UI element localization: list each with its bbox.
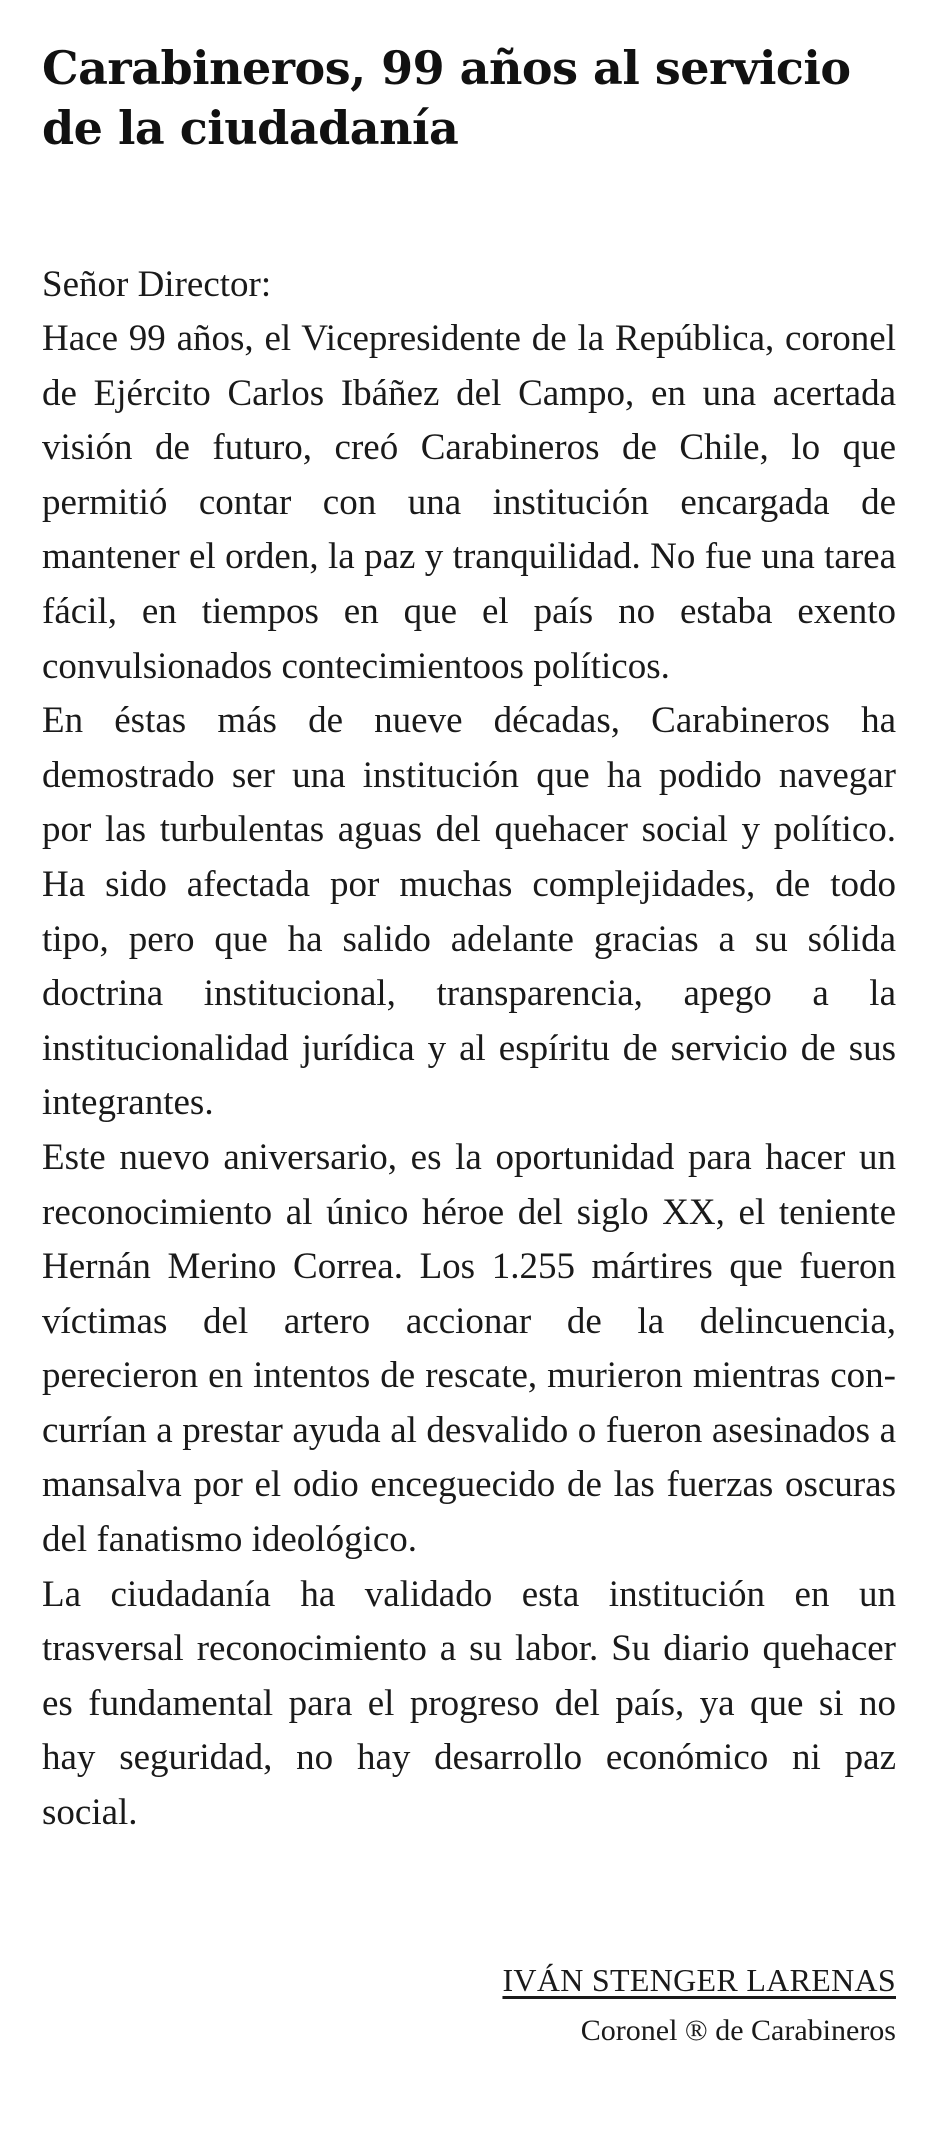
author-role: Coronel ® de Carabineros: [580, 2014, 896, 2047]
salutation: Señor Director:: [42, 264, 272, 305]
paragraph-3: Este nuevo aniversario, es la oportunidad para hacer un reconocimiento al único héroe del siglo XX, el teniente Hernán Merino Correa. Los 1.255 mártires que fueron víctimas del artero accionar de la delincuencia, perecieron en intentos de rescate, murieron mientras concurrían a prestar ayuda al desvalido o fueron asesinados a mansalva por el odio enceguecido de las fuerzas oscuras del fanatismo ideológico.: [42, 1136, 896, 1561]
paragraph-1: Hace 99 años, el Vicepresidente de la República, coronel de Ejército Carlos Ibáñez del Campo, en una acertada visión de futuro, creó Carabineros de Chile, lo que permitió contar con una institución encargada de mantener el orden, la paz y tranquilidad. No fue una tarea fácil, en tiempos en que el país no estaba exento convulsionados contecimientoos políticos.: [42, 318, 896, 687]
author-name: IVÁN STENGER LARENAS: [502, 1962, 896, 1998]
letter-body: [42, 312, 896, 1841]
signature-block: [502, 1955, 896, 2057]
paragraph-2: En éstas más de nueve décadas, Carabineros ha demostrado ser una institución que ha podido navegar por las turbulentas aguas del quehacer social y político. Ha sido afectada por muchas complejidades, de todo tipo, pero que ha salido adelante gracias a su sólida doctrina institucional, transparencia, apego a la institucionalidad jurídica y al espíritu de servicio de sus integrantes.: [42, 700, 896, 1124]
letter-title: Carabineros, 99 años al servicio de la ciudadanía: [42, 41, 851, 155]
paragraph-4: La ciudadanía ha validado esta institución en un trasversal reconocimiento a su labor. Su diario quehacer es fundamental para el progreso del país, ya que si no hay seguridad, no hay desarrollo económico ni paz social.: [42, 1573, 896, 1834]
